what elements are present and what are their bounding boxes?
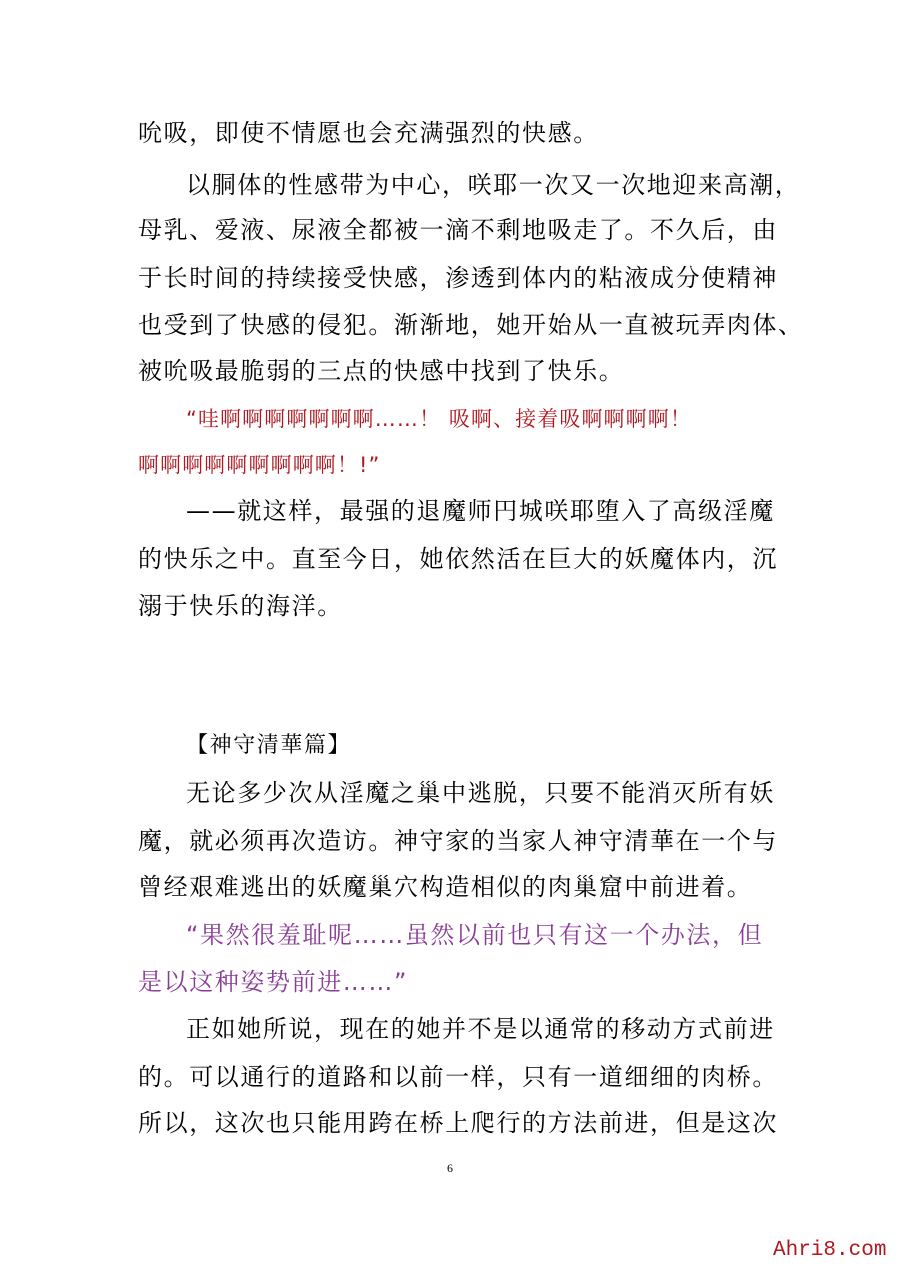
paragraph-line: ——就这样，最强的退魔师円城咲耶堕入了高级淫魔 (186, 497, 775, 525)
paragraph-line: 的。可以通行的道路和以前一样，只有一道细细的肉桥。 (138, 1063, 778, 1091)
paragraph-line: 曾经艰难逃出的妖魔巢穴构造相似的肉巢窟中前进着。 (138, 873, 753, 901)
quote-line-purple: “果然很羞耻呢……虽然以前也只有这一个办法，但 (186, 921, 764, 949)
paragraph-line: 母乳、爱液、尿液全都被一滴不剩地吸走了。不久后，由 (138, 216, 778, 244)
paragraph-line: 吮吸，即使不情愿也会充满强烈的快感。 (138, 119, 599, 147)
paragraph-line: 无论多少次从淫魔之巢中逃脱，只要不能消灭所有妖 (186, 779, 775, 807)
paragraph-line: 被吮吸最脆弱的三点的快感中找到了快乐。 (138, 357, 625, 385)
watermark: Ahri8.com (773, 1239, 887, 1262)
paragraph-line: 以胴体的性感带为中心，咲耶一次又一次地迎来高潮， (186, 171, 801, 199)
paragraph-line: 于长时间的持续接受快感，渗透到体内的粘液成分使精神 (138, 264, 778, 292)
section-heading: 【神守清華篇】 (186, 733, 352, 758)
quote-line-red: 啊啊啊啊啊啊啊啊啊！!” (138, 453, 381, 477)
paragraph-line: 魔，就必须再次造访。神守家的当家人神守清華在一个与 (138, 827, 778, 855)
paragraph-line: 正如她所说，现在的她并不是以通常的移动方式前进 (186, 1015, 775, 1043)
paragraph-line: 也受到了快感的侵犯。渐渐地，她开始从一直被玩弄肉体、 (138, 311, 804, 339)
paragraph-line: 的快乐之中。直至今日，她依然活在巨大的妖魔体内，沉 (138, 545, 778, 573)
quote-line-red: “哇啊啊啊啊啊啊啊……！ 吸啊、接着吸啊啊啊啊！ (186, 407, 692, 431)
quote-line-purple: 是以这种姿势前进……” (138, 968, 409, 996)
paragraph-line: 溺于快乐的海洋。 (138, 592, 343, 620)
paragraph-line: 所以，这次也只能用跨在桥上爬行的方法前进，但是这次 (138, 1109, 778, 1137)
page-number: 6 (447, 1161, 453, 1175)
